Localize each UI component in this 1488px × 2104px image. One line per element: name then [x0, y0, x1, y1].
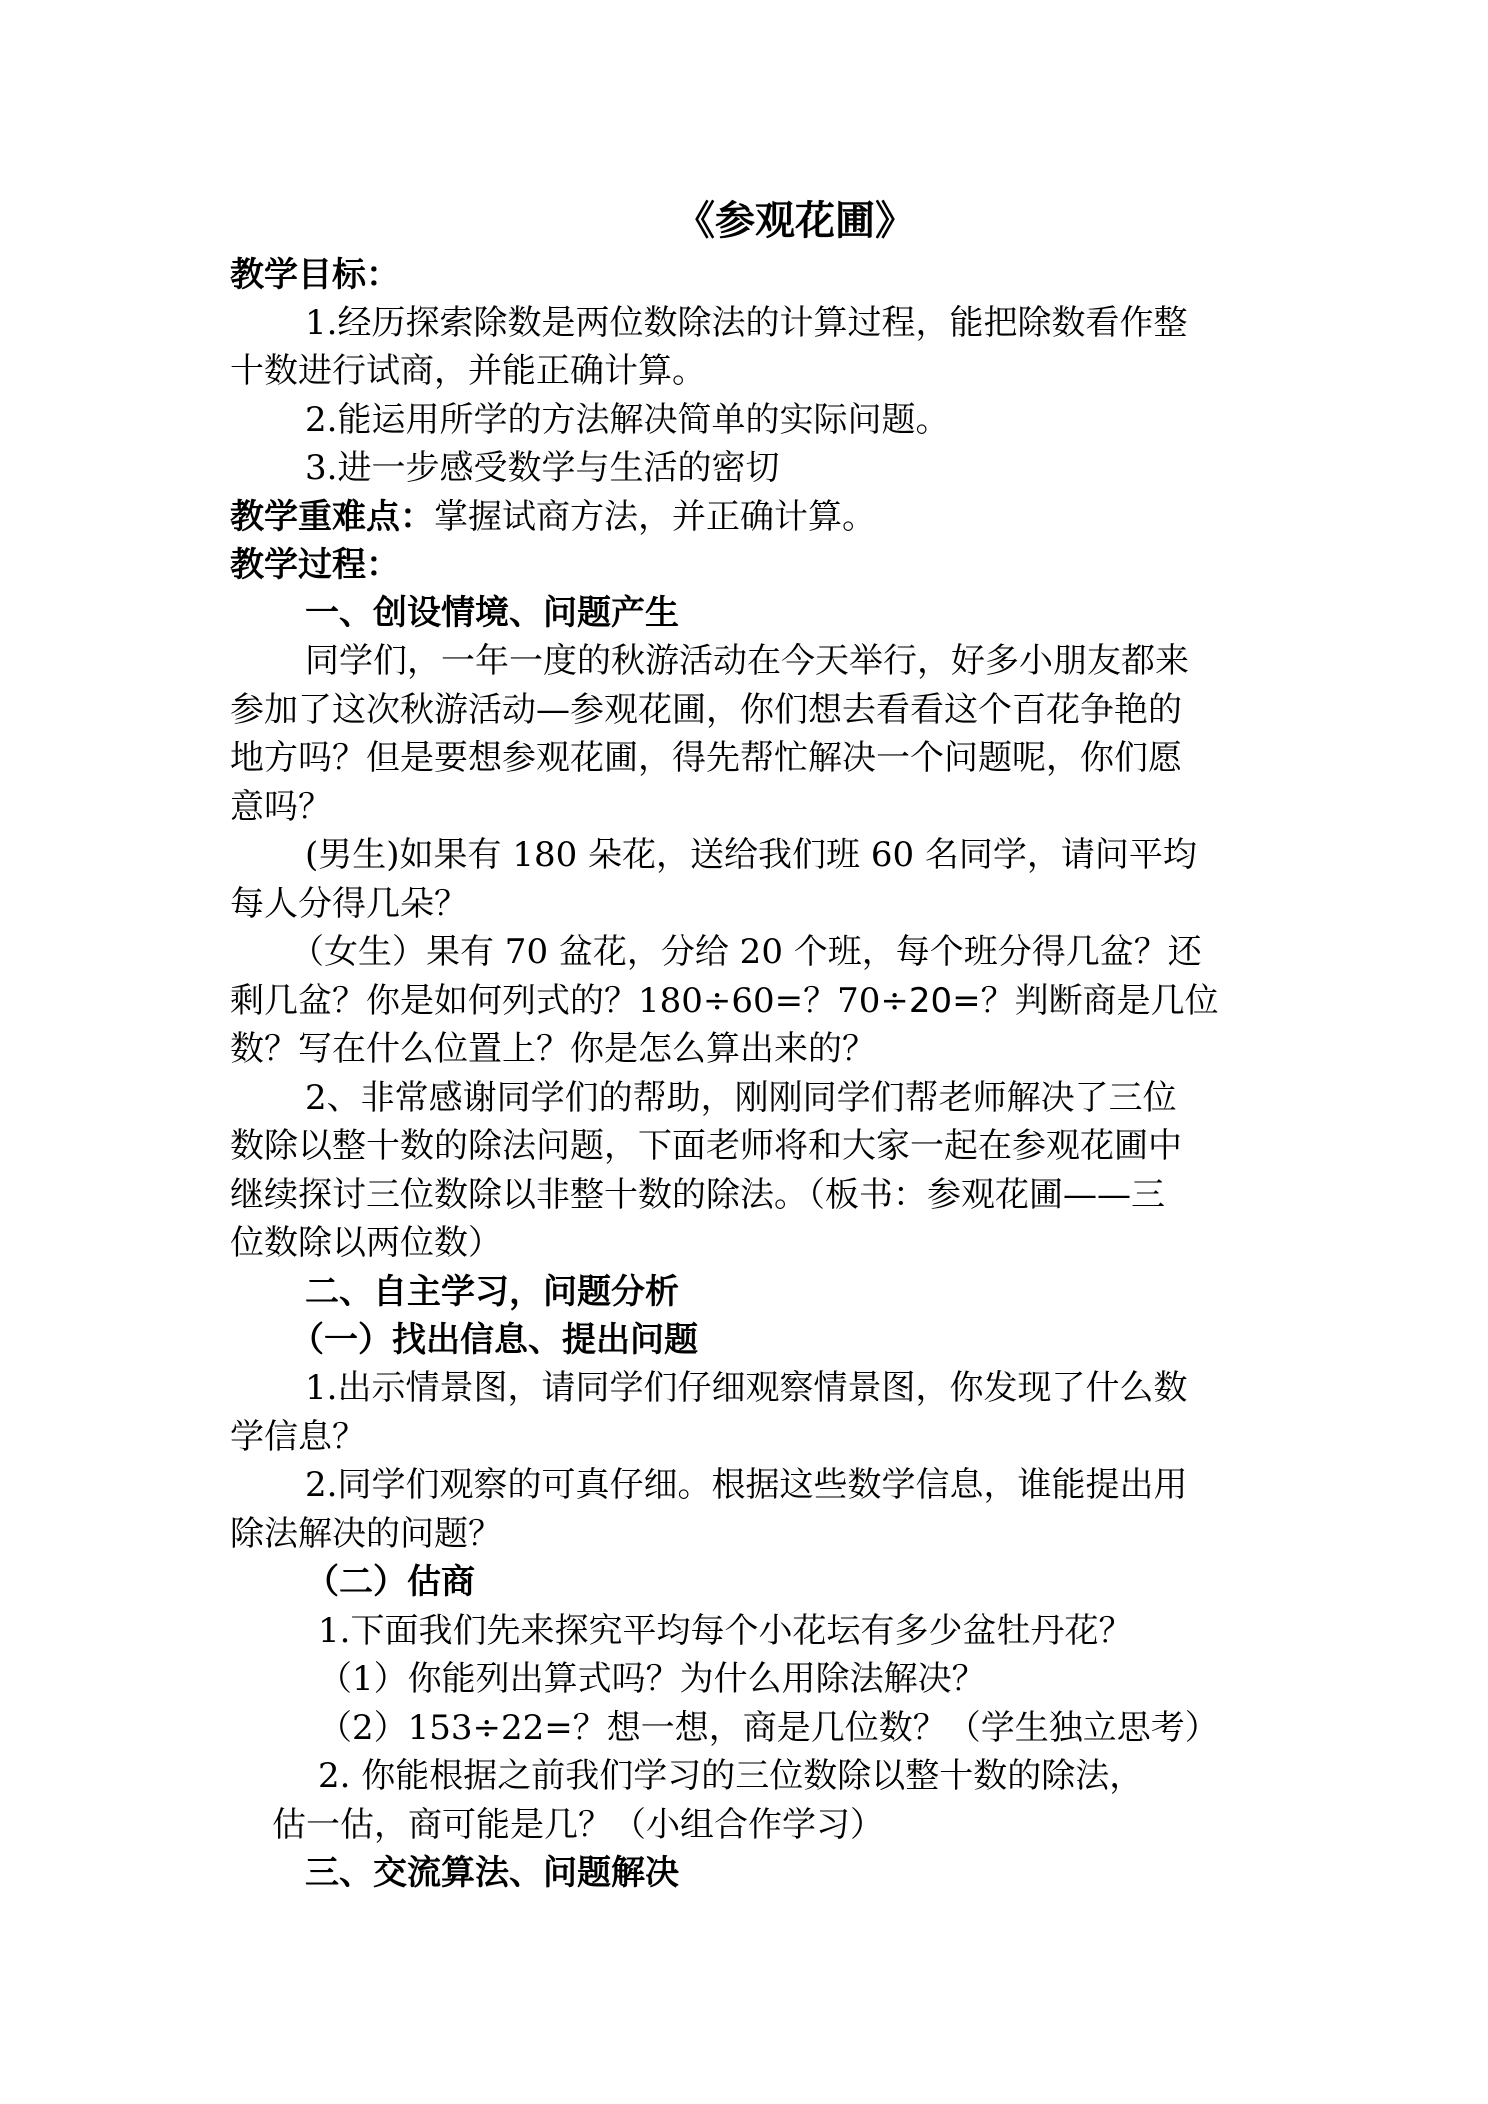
girls-question-line-1: （女生）果有 70 盆花，分给 20 个班，每个班分得几盆？还 — [290, 932, 1202, 972]
girls-question-line-2-a: 剩几盆？你是如何列式的？180÷60=？70÷ — [230, 981, 909, 1021]
section-2-sub-1-heading: （一）找出信息、提出问题 — [290, 1320, 698, 1360]
boys-question-line-1: (男生)如果有 180 朵花，送给我们班 60 名同学，请问平均 — [305, 835, 1197, 875]
process-heading: 教学过程： — [230, 545, 400, 585]
section-1-para-2-line-1: 2、非常感谢同学们的帮助，刚刚同学们帮老师解决了三位 — [305, 1078, 1177, 1118]
key-points-text: 掌握试商方法，并正确计算。 — [434, 497, 876, 537]
objective-2: 2.能运用所学的方法解决简单的实际问题。 — [305, 400, 950, 440]
section-2-heading: 二、自主学习，问题分析 — [305, 1272, 679, 1312]
section-2-sub-2-heading: （二）估商 — [305, 1562, 475, 1602]
section-2-sub-2-item-2-line-1: 2. 你能根据之前我们学习的三位数除以整十数的除法， — [318, 1756, 1144, 1796]
section-3-heading: 三、交流算法、问题解决 — [305, 1853, 679, 1893]
key-points — [230, 492, 876, 542]
key-points-label: 教学重难点： — [230, 497, 434, 537]
objective-1-line-1: 1.经历探索除数是两位数除法的计算过程，能把除数看作整 — [305, 303, 1188, 343]
section-1-para-1-line-3: 地方吗？但是要想参观花圃，得先帮忙解决一个问题呢，你们愿 — [230, 738, 1182, 778]
section-1-para-2-line-3: 继续探讨三位数除以非整十数的除法。（板书：参观花圃——三 — [230, 1175, 1165, 1215]
girls-question-line-2-c: ？判断商是几位 — [980, 981, 1219, 1021]
section-2-sub-1-item-2-line-2: 除法解决的问题？ — [230, 1514, 502, 1554]
section-2-sub-2-item-2-line-2: 估一估，商可能是几？（小组合作学习） — [272, 1805, 884, 1845]
section-2-sub-1-item-1-line-1: 1.出示情景图，请同学们仔细观察情景图，你发现了什么数 — [305, 1368, 1188, 1408]
section-2-sub-2-question-2: （2）153÷22=？想一想，商是几位数？（学生独立思考） — [318, 1708, 1219, 1748]
section-2-sub-2-question-1: （1）你能列出算式吗？为什么用除法解决？ — [318, 1659, 986, 1699]
objective-1-line-2: 十数进行试商，并能正确计算。 — [230, 351, 706, 391]
section-1-para-1-line-2: 参加了这次秋游活动—参观花圃，你们想去看看这个百花争艳的 — [230, 690, 1182, 730]
objective-3: 3.进一步感受数学与生活的密切 — [305, 448, 780, 488]
girls-question-line-2 — [230, 976, 1219, 1026]
section-2-sub-2-item-1: 1.下面我们先来探究平均每个小花坛有多少盆牡丹花？ — [318, 1611, 1133, 1651]
section-1-para-2-line-2: 数除以整十数的除法问题，下面老师将和大家一起在参观花圃中 — [230, 1126, 1182, 1166]
section-2-sub-1-item-2-line-1: 2.同学们观察的可真仔细。根据这些数学信息，谁能提出用 — [305, 1465, 1188, 1505]
section-1-heading: 一、创设情境、问题产生 — [305, 593, 679, 633]
section-1-para-1-line-1: 同学们，一年一度的秋游活动在今天举行，好多小朋友都来 — [305, 641, 1189, 681]
section-2-sub-1-item-1-line-2: 学信息？ — [230, 1417, 366, 1457]
girls-question-line-2-b: 20= — [908, 981, 981, 1021]
girls-question-line-3: 数？写在什么位置上？你是怎么算出来的？ — [230, 1029, 876, 1069]
section-1-para-2-line-4: 位数除以两位数） — [230, 1223, 502, 1263]
objectives-heading: 教学目标： — [230, 255, 400, 295]
document-title: 《参观花圃》 — [675, 197, 915, 244]
section-1-para-1-line-4: 意吗？ — [230, 787, 332, 827]
boys-question-line-2: 每人分得几朵？ — [230, 884, 468, 924]
